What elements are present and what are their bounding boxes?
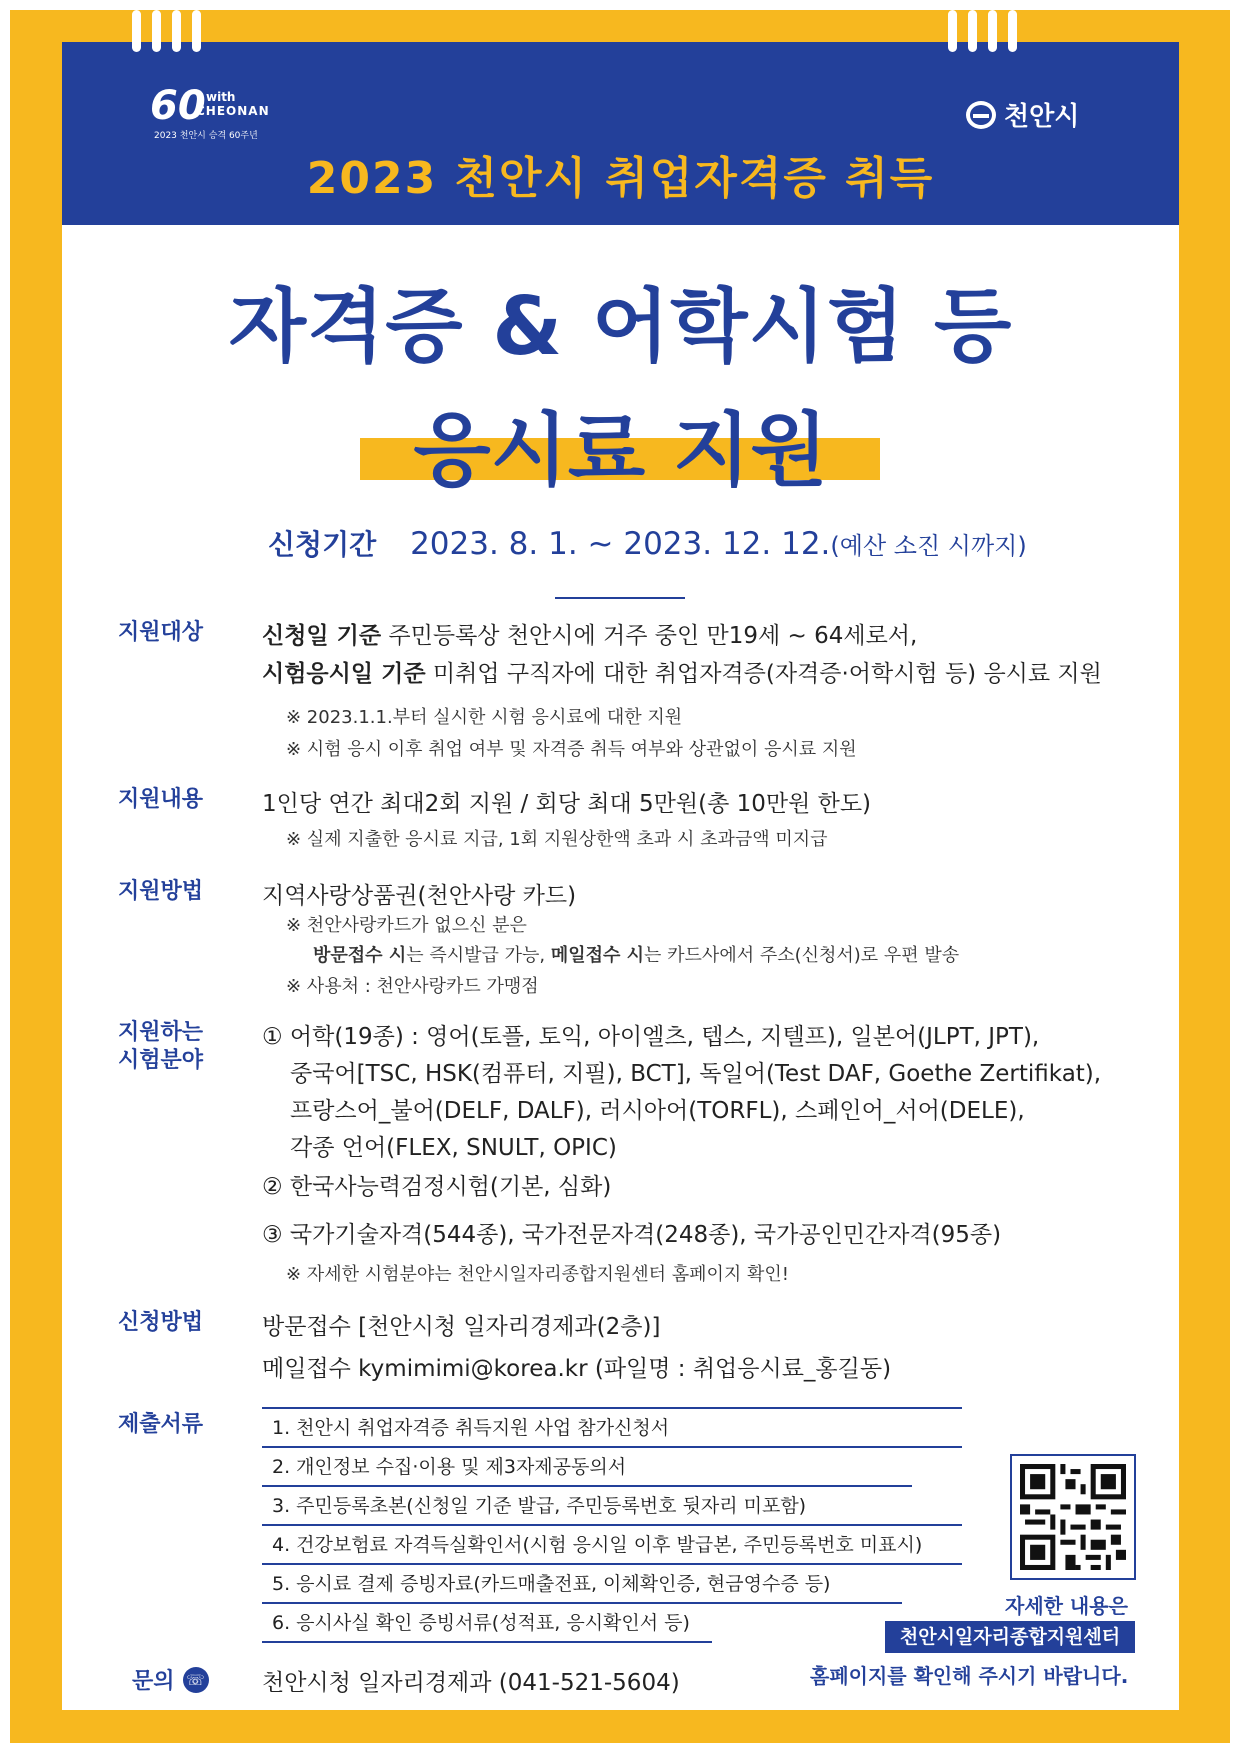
binder-ring	[192, 10, 201, 52]
document-item: 3. 주민등록초본(신청일 기준 발급, 주민등록번호 뒷자리 미포함)	[262, 1487, 962, 1526]
document-item: 4. 건강보험료 자격득실확인서(시험 응시일 이후 발급본, 주민등록번호 미표시)	[262, 1526, 962, 1565]
fields-item1-line3: 프랑스어_불어(DELF, DALF), 러시아어(TORFL), 스페인어_서어(DELE),	[290, 1098, 1025, 1124]
anniversary-logo	[150, 83, 270, 141]
section-label-target: 지원대상	[118, 620, 204, 645]
city-logo-text: 천안시	[1004, 102, 1080, 132]
fields-item1-line1: ① 어학(19종) : 영어(토플, 토익, 아이엘츠, 텝스, 지텔프), 일본어(JLPT, JPT),	[262, 1024, 1040, 1050]
section-label-content: 지원내용	[118, 787, 204, 812]
target-line1-rest: 주민등록상 천안시에 거주 중인 만19세 ~ 64세로서,	[381, 623, 918, 649]
target-line2-bold: 시험응시일 기준	[262, 661, 426, 687]
target-line2-rest: 미취업 구직자에 대한 취업자격증(자격증·어학시험 등) 응시료 지원	[425, 661, 1102, 687]
fields-item1-line4: 각종 언어(FLEX, SNULT, OPIC)	[290, 1135, 617, 1161]
target-note1: ※ 2023.1.1.부터 실시한 시험 응시료에 대한 지원	[286, 707, 683, 728]
section-label-fields-1: 지원하는	[118, 1020, 204, 1045]
info-line3: 홈페이지를 확인해 주시기 바랍니다.	[810, 1664, 1129, 1688]
method-note2-mid: 는 즉시발급 가능,	[406, 945, 551, 966]
method-line1: 지역사랑상품권(천안사랑 카드)	[262, 883, 577, 909]
info-line1: 자세한 내용은	[1005, 1594, 1128, 1618]
anniversary-number: 60	[150, 83, 206, 129]
method-note2-bold1: 방문접수 시	[313, 945, 407, 966]
anniversary-sub: 2023 천안시 승격 60주년	[154, 131, 258, 141]
period-label: 신청기간	[268, 528, 377, 561]
binder-ring	[948, 10, 957, 52]
content-note1: ※ 실제 지출한 응시료 지급, 1회 지원상한액 초과 시 초과금액 미지급	[286, 829, 828, 850]
documents-list	[262, 1407, 962, 1643]
method-note2-bold2: 메일접수 시	[550, 945, 645, 966]
qr-code[interactable]	[1010, 1454, 1136, 1580]
contact-label	[132, 1664, 209, 1695]
divider	[555, 597, 685, 599]
period-suffix: (예산 소진 시까지)	[830, 532, 1027, 560]
target-note2: ※ 시험 응시 이후 취업 여부 및 자격증 취득 여부와 상관없이 응시료 지원	[286, 739, 857, 760]
method-note1: ※ 천안사랑카드가 없으신 분은	[286, 915, 527, 936]
binder-ring	[988, 10, 997, 52]
document-item: 5. 응시료 결제 증빙자료(카드매출전표, 이체확인증, 현금영수증 등)	[262, 1565, 902, 1604]
section-label-apply: 신청방법	[118, 1310, 204, 1335]
info-line2-highlight: 천안시일자리종합지원센터	[885, 1621, 1135, 1653]
main-title-line1: 자격증 & 어학시험 등	[228, 280, 1013, 373]
method-note3: ※ 사용처 : 천안사랑카드 가맹점	[286, 976, 539, 997]
method-note2	[313, 941, 959, 967]
section-label-method: 지원방법	[118, 879, 204, 904]
document-item: 2. 개인정보 수집·이용 및 제3자제공동의서	[262, 1448, 912, 1487]
city-logo	[966, 96, 1079, 133]
contact-label-text: 문의	[132, 1669, 175, 1694]
fields-item3: ③ 국가기술자격(544종), 국가전문자격(248종), 국가공인민간자격(95종)	[262, 1222, 1002, 1248]
fields-note1: ※ 자세한 시험분야는 천안시일자리종합지원센터 홈페이지 확인!	[286, 1264, 789, 1285]
content-line1: 1인당 연간 최대2회 지원 / 회당 최대 5만원(총 10만원 한도)	[262, 791, 872, 817]
binder-ring	[1008, 10, 1017, 52]
application-period	[268, 523, 1027, 563]
period-value: 2023. 8. 1. ~ 2023. 12. 12.	[410, 526, 831, 562]
contact-value: 천안시청 일자리경제과 (041-521-5604)	[262, 1670, 680, 1696]
binder-ring	[172, 10, 181, 52]
fields-item2: ② 한국사능력검정시험(기본, 심화)	[262, 1174, 612, 1200]
binder-ring	[968, 10, 977, 52]
binder-ring	[152, 10, 161, 52]
binder-ring	[132, 10, 141, 52]
main-title-line2: 응시료 지원	[413, 404, 828, 497]
apply-line2: 메일접수 kymimimi@korea.kr (파일명 : 취업응시료_홍길동)	[262, 1356, 892, 1382]
top-title: 2023 천안시 취업자격증 취득	[306, 153, 935, 204]
city-emblem-icon	[966, 101, 996, 129]
apply-line1: 방문접수 [천안시청 일자리경제과(2층)]	[262, 1314, 661, 1340]
anniversary-city: CHEONAN	[196, 104, 270, 118]
target-line1-bold: 신청일 기준	[262, 623, 382, 649]
phone-icon: ☏	[183, 1667, 209, 1693]
anniversary-with: with	[206, 90, 236, 104]
qr-code-icon	[1020, 1464, 1126, 1570]
fields-item1-line2: 중국어[TSC, HSK(컴퓨터, 지필), BCT], 독일어(Test DAF, Goethe Zertifikat),	[290, 1061, 1102, 1087]
method-note2-rest: 는 카드사에서 주소(신청서)로 우편 발송	[644, 945, 960, 966]
section-label-fields-2: 시험분야	[118, 1048, 204, 1073]
section-label-documents: 제출서류	[118, 1412, 204, 1437]
document-item: 6. 응시사실 확인 증빙서류(성적표, 응시확인서 등)	[262, 1604, 712, 1643]
target-line2	[262, 655, 1102, 688]
document-item: 1. 천안시 취업자격증 취득지원 사업 참가신청서	[262, 1409, 962, 1448]
target-line1	[262, 617, 917, 650]
